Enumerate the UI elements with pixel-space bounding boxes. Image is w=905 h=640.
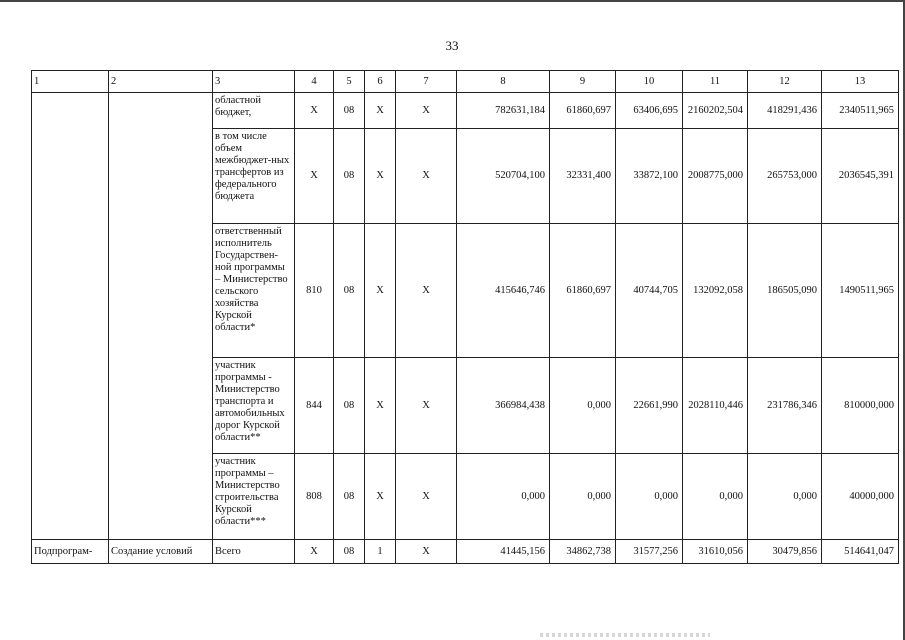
header-cell: 7 xyxy=(396,71,457,93)
amount-cell: 366984,438 xyxy=(457,358,550,454)
target-article-cell: Х xyxy=(396,358,457,454)
amount-cell: 782631,184 xyxy=(457,93,550,129)
amount-cell: 132092,058 xyxy=(683,224,748,358)
page-top-border xyxy=(0,0,905,2)
page-number: 33 xyxy=(445,38,459,53)
amount-cell: 2160202,504 xyxy=(683,93,748,129)
section-cell: 08 xyxy=(334,540,365,564)
grbs-cell: 808 xyxy=(295,454,334,540)
program-title-cell xyxy=(109,93,213,540)
section-cell: 08 xyxy=(334,93,365,129)
subsection-cell: 1 xyxy=(365,540,396,564)
description-cell: ответственный исполнитель Государствен-ной программы – Министерство сельского хозяйства Курской области* xyxy=(213,224,295,358)
section-cell: 08 xyxy=(334,454,365,540)
target-article-cell: Х xyxy=(396,540,457,564)
description-cell: участник программы - Министерство транспорта и автомобильных дорог Курской области** xyxy=(213,358,295,454)
amount-cell: 231786,346 xyxy=(748,358,822,454)
subsection-cell: Х xyxy=(365,454,396,540)
subprogram-title-cell: Создание условий xyxy=(109,540,213,564)
header-cell: 10 xyxy=(616,71,683,93)
amount-cell: 63406,695 xyxy=(616,93,683,129)
amount-cell: 1490511,965 xyxy=(822,224,899,358)
amount-cell: 514641,047 xyxy=(822,540,899,564)
header-cell: 9 xyxy=(550,71,616,93)
amount-cell: 2036545,391 xyxy=(822,129,899,224)
amount-cell: 61860,697 xyxy=(550,93,616,129)
amount-cell: 30479,856 xyxy=(748,540,822,564)
header-cell: 2 xyxy=(109,71,213,93)
amount-cell: 40000,000 xyxy=(822,454,899,540)
amount-cell: 0,000 xyxy=(550,358,616,454)
header-cell: 1 xyxy=(32,71,109,93)
amount-cell: 418291,436 xyxy=(748,93,822,129)
amount-cell: 34862,738 xyxy=(550,540,616,564)
section-cell: 08 xyxy=(334,358,365,454)
obl-budget-row xyxy=(32,93,899,129)
subsection-cell: Х xyxy=(365,358,396,454)
grbs-cell: 810 xyxy=(295,224,334,358)
amount-cell: 0,000 xyxy=(748,454,822,540)
amount-cell: 2008775,000 xyxy=(683,129,748,224)
amount-cell: 0,000 xyxy=(550,454,616,540)
amount-cell: 33872,100 xyxy=(616,129,683,224)
header-cell: 6 xyxy=(365,71,396,93)
target-article-cell: Х xyxy=(396,93,457,129)
subprogram-code-cell: Подпрограм- xyxy=(32,540,109,564)
target-article-cell: Х xyxy=(396,224,457,358)
header-cell: 3 xyxy=(213,71,295,93)
amount-cell: 0,000 xyxy=(457,454,550,540)
amount-cell: 32331,400 xyxy=(550,129,616,224)
grbs-cell: Х xyxy=(295,129,334,224)
amount-cell: 265753,000 xyxy=(748,129,822,224)
grbs-cell: Х xyxy=(295,540,334,564)
amount-cell: 0,000 xyxy=(616,454,683,540)
description-cell: Всего xyxy=(213,540,295,564)
amount-cell: 41445,156 xyxy=(457,540,550,564)
grbs-cell: Х xyxy=(295,93,334,129)
subprogram-total-row xyxy=(32,540,899,564)
budget-table xyxy=(31,70,899,564)
amount-cell: 2340511,965 xyxy=(822,93,899,129)
target-article-cell: Х xyxy=(396,454,457,540)
program-code-cell xyxy=(32,93,109,540)
subsection-cell: Х xyxy=(365,129,396,224)
grbs-cell: 844 xyxy=(295,358,334,454)
description-cell: участник программы – Министерство строительства Курской области*** xyxy=(213,454,295,540)
amount-cell: 520704,100 xyxy=(457,129,550,224)
amount-cell: 22661,990 xyxy=(616,358,683,454)
header-cell: 8 xyxy=(457,71,550,93)
target-article-cell: Х xyxy=(396,129,457,224)
header-cell: 11 xyxy=(683,71,748,93)
section-cell: 08 xyxy=(334,129,365,224)
subsection-cell: Х xyxy=(365,224,396,358)
amount-cell: 31577,256 xyxy=(616,540,683,564)
amount-cell: 810000,000 xyxy=(822,358,899,454)
header-cell: 13 xyxy=(822,71,899,93)
amount-cell: 2028110,446 xyxy=(683,358,748,454)
header-row xyxy=(32,71,899,93)
amount-cell: 415646,746 xyxy=(457,224,550,358)
header-cell: 12 xyxy=(748,71,822,93)
amount-cell: 31610,056 xyxy=(683,540,748,564)
amount-cell: 186505,090 xyxy=(748,224,822,358)
description-cell: в том числе объем межбюджет-ных трансфертов из федерального бюджета xyxy=(213,129,295,224)
scan-artifact xyxy=(540,633,710,637)
header-cell: 4 xyxy=(295,71,334,93)
amount-cell: 40744,705 xyxy=(616,224,683,358)
amount-cell: 0,000 xyxy=(683,454,748,540)
header-cell: 5 xyxy=(334,71,365,93)
section-cell: 08 xyxy=(334,224,365,358)
description-cell: областной бюджет, xyxy=(213,93,295,129)
subsection-cell: Х xyxy=(365,93,396,129)
amount-cell: 61860,697 xyxy=(550,224,616,358)
